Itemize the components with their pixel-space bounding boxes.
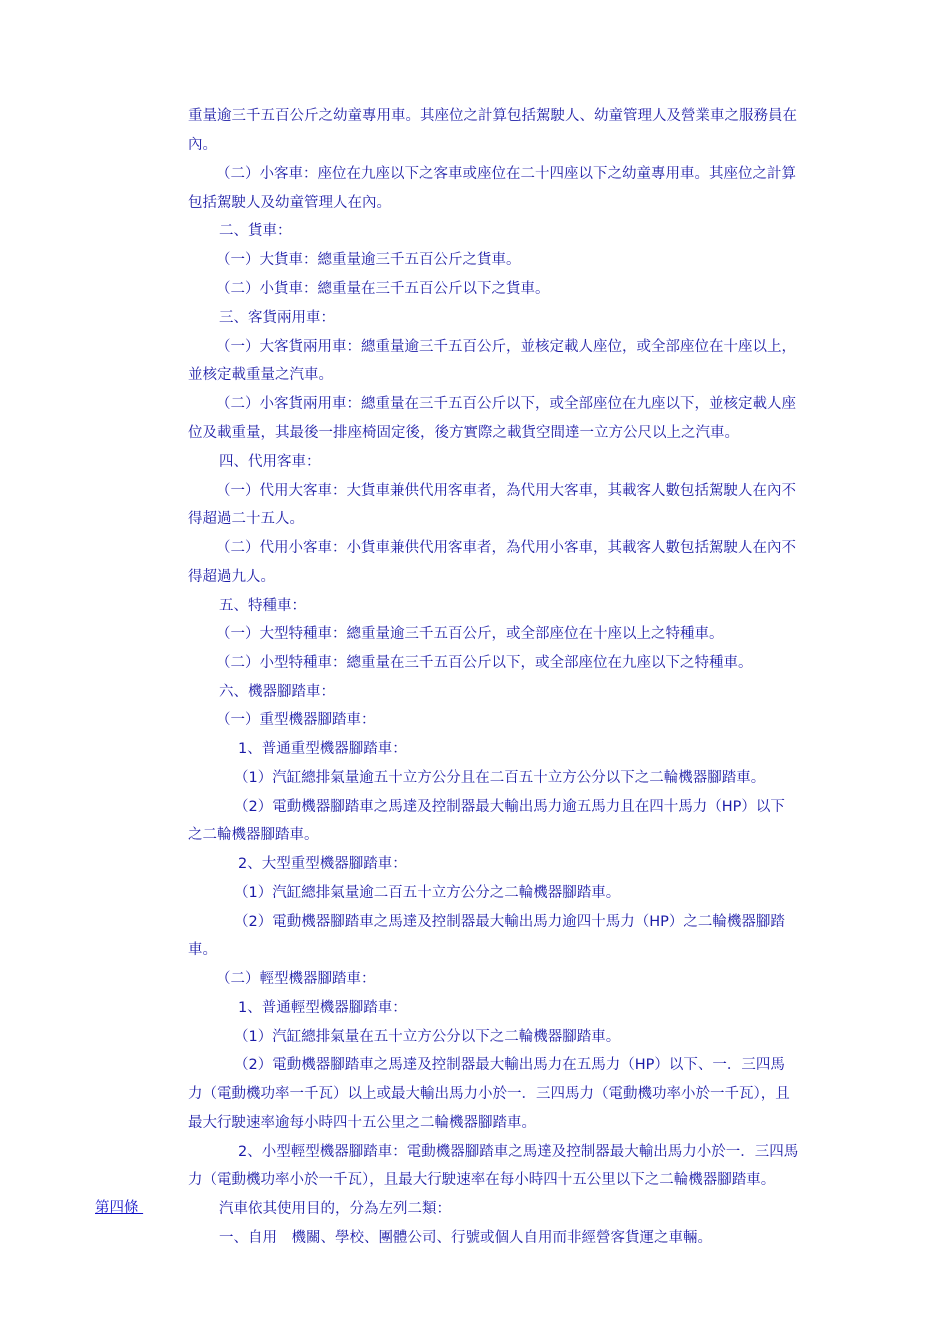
text-line: 力（電動機功率小於一千瓦），且最大行駛速率在每小時四十五公里以下之二輪機器腳踏車。 [188,1172,776,1188]
text-line: 2、小型輕型機器腳踏車：電動機器腳踏車之馬達及控制器最大輸出馬力小於一．三四馬 [238,1144,799,1160]
text-line: 2、大型重型機器腳踏車： [238,856,407,872]
text-line: （二）小貨車：總重量在三千五百公斤以下之貨車。 [216,281,550,297]
text-line: （二）小客車：座位在九座以下之客車或座位在二十四座以下之幼童專用車。其座位之計算 [216,166,796,182]
text-line: 包括駕駛人及幼童管理人在內。 [188,195,391,211]
text-line: 三、客貨兩用車： [219,310,335,326]
text-line: 位及載重量，其最後一排座椅固定後，後方實際之載貨空間達一立方公尺以上之汽車。 [188,425,739,441]
text-line: 四、代用客車： [219,454,321,470]
text-line: 得超過二十五人。 [188,511,304,527]
text-line: （一）大客貨兩用車：總重量逾三千五百公斤，並核定載人座位，或全部座位在十座以上， [216,339,796,355]
text-line: 力（電動機功率一千瓦）以上或最大輸出馬力小於一．三四馬力（電動機功率小於一千瓦），且 [188,1086,790,1102]
text-line: （1）汽缸總排氣量逾二百五十立方公分之二輪機器腳踏車。 [234,885,621,901]
text-line: （2）電動機器腳踏車之馬達及控制器最大輸出馬力在五馬力（HP）以下、一．三四馬 [234,1057,785,1073]
text-line: 1、普通輕型機器腳踏車： [238,1000,407,1016]
text-line: （2）電動機器腳踏車之馬達及控制器最大輸出馬力逾五馬力且在四十馬力（HP）以下 [234,799,785,815]
text-line: 之二輪機器腳踏車。 [188,827,319,843]
text-line: （二）輕型機器腳踏車： [216,971,376,987]
text-line: 並核定載重量之汽車。 [188,367,333,383]
text-line: 六、機器腳踏車： [219,684,335,700]
text-line: （1）汽缸總排氣量在五十立方公分以下之二輪機器腳踏車。 [234,1029,621,1045]
text-line: （2）電動機器腳踏車之馬達及控制器最大輸出馬力逾四十馬力（HP）之二輪機器腳踏 [234,914,785,930]
text-line: （二）代用小客車：小貨車兼供代用客車者，為代用小客車，其載客人數包括駕駛人在內不 [216,540,796,556]
text-line: 內。 [188,137,217,153]
article-4-link[interactable]: 第四條 [95,1200,144,1216]
text-line: 二、貨車： [219,223,292,239]
text-line: 1、普通重型機器腳踏車： [238,741,407,757]
text-line: （一）大型特種車：總重量逾三千五百公斤，或全部座位在十座以上之特種車。 [216,626,724,642]
text-line: （二）小客貨兩用車：總重量在三千五百公斤以下，或全部座位在九座以下，並核定載人座 [216,396,796,412]
text-line: 最大行駛速率逾每小時四十五公里之二輪機器腳踏車。 [188,1115,536,1131]
text-line: （一）重型機器腳踏車： [216,712,376,728]
text-line: 重量逾三千五百公斤之幼童專用車。其座位之計算包括駕駛人、幼童管理人及營業車之服務員在 [188,108,797,124]
text-line: 一、自用 機關、學校、團體公司、行號或個人自用而非經營客貨運之車輛。 [219,1230,712,1246]
text-line: 車。 [188,942,217,958]
text-line: （一）大貨車：總重量逾三千五百公斤之貨車。 [216,252,521,268]
text-line: 得超過九人。 [188,569,275,585]
text-line: 汽車依其使用目的，分為左列二類： [219,1201,451,1217]
text-line: 五、特種車： [219,598,306,614]
text-line: （1）汽缸總排氣量逾五十立方公分且在二百五十立方公分以下之二輪機器腳踏車。 [234,770,766,786]
text-line: （一）代用大客車：大貨車兼供代用客車者，為代用大客車，其載客人數包括駕駛人在內不 [216,483,796,499]
text-line: （二）小型特種車：總重量在三千五百公斤以下，或全部座位在九座以下之特種車。 [216,655,753,671]
